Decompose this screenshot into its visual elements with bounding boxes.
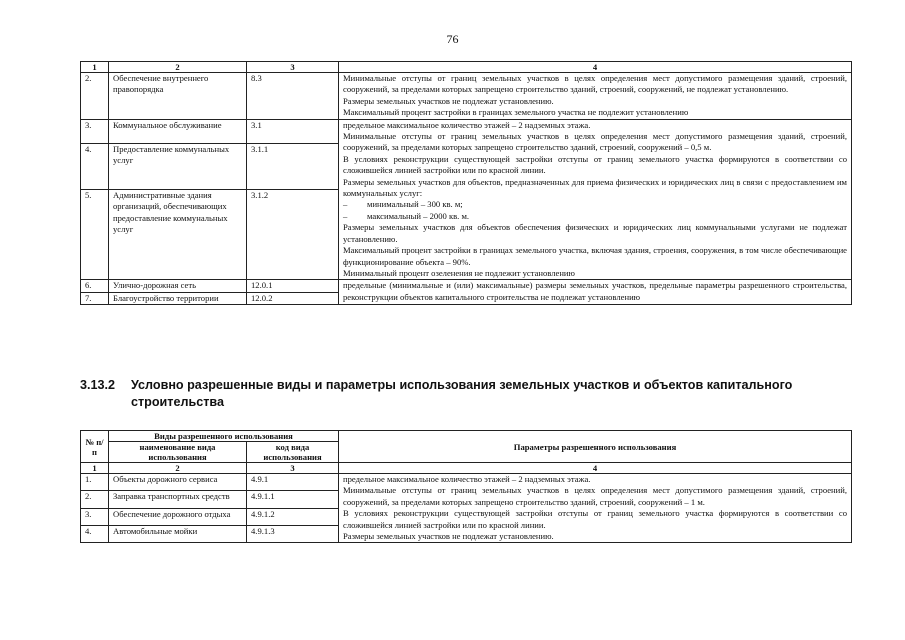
param-text: Размеры земельных участков не подлежат установлению.	[343, 531, 554, 542]
row-number: 5.	[81, 189, 109, 279]
page-number: 76	[446, 32, 459, 46]
use-type-name: Предоставление коммунальных услуг	[109, 143, 247, 189]
header-name: наименование вида использования	[109, 442, 247, 463]
use-type-name: Обеспечение внутреннего правопорядка	[109, 73, 247, 120]
section-number: 3.13.2	[80, 378, 116, 392]
table-row	[81, 280, 852, 292]
param-text: В условиях реконструкции существующей застройки отступы от границ земельного участка формируются в соответствии со сложившейся линией застройки или по красной линии.	[343, 508, 848, 530]
table-row	[81, 73, 852, 120]
list-item	[343, 211, 847, 222]
use-type-name: Обеспечение дорожного отдыха	[109, 508, 247, 525]
col-number-4: 4	[339, 463, 852, 474]
param-text: Размеры земельных участков для объектов обеспечения физических и юридических лиц коммунальными услугами не подлежат установлению.	[343, 222, 847, 244]
use-type-name: Объекты дорожного сервиса	[109, 474, 247, 491]
param-text: Минимальные отступы от границ земельных участков в целях определения мест допустимого размещения зданий, строений, сооружений, за пределами которых запрещено строительство зданий, строений, сооружений, не подлежат установлению.	[343, 73, 847, 95]
use-type-code: 3.1.1	[247, 143, 339, 189]
col-number-1: 1	[81, 62, 109, 73]
table-row	[81, 119, 852, 143]
col-number-2: 2	[109, 463, 247, 474]
dash-marker: –	[343, 199, 348, 210]
param-text: максимальный – 2000 кв. м.	[367, 210, 470, 221]
use-type-code: 12.0.2	[247, 292, 339, 304]
use-parameters	[339, 474, 852, 543]
list-item	[343, 199, 847, 210]
zoning-table-conditional	[80, 430, 852, 543]
param-text: Минимальные отступы от границ земельных участков в целях определения мест допустимого размещения зданий, строений, сооружений, за пределами которых запрещено строительство зданий, строений, сооружений – 0,5 м.	[343, 131, 847, 153]
param-text: Минимальный процент озеленения не подлежит установлению	[343, 267, 575, 278]
use-type-name: Заправка транспортных средств	[109, 491, 247, 508]
param-text: Максимальный процент застройки в границах земельного участка, включая здания, строения, сооружения, в том числе обеспечивающие функционирование объекта – 90%.	[343, 245, 847, 267]
param-text: В условиях реконструкции существующей застройки отступы от границ земельного участка формируются в соответствии со сложившейся линией застройки или по красной линии.	[343, 153, 847, 176]
use-type-name: Автомобильные мойки	[109, 526, 247, 543]
use-parameters	[339, 73, 852, 120]
use-type-code: 8.3	[247, 73, 339, 120]
header-code: код вида использования	[247, 442, 339, 463]
use-parameters	[339, 119, 852, 280]
column-number-row	[81, 463, 852, 474]
header-number: № п/п	[81, 431, 109, 463]
row-number: 6.	[81, 280, 109, 292]
use-type-code: 4.9.1.3	[247, 526, 339, 543]
use-type-code: 12.0.1	[247, 280, 339, 292]
use-type-code: 4.9.1.2	[247, 508, 339, 525]
row-number: 3.	[81, 508, 109, 525]
row-number: 7.	[81, 292, 109, 304]
row-number: 2.	[81, 73, 109, 120]
col-number-3: 3	[247, 463, 339, 474]
param-text: Размеры земельных участков не подлежат установлению.	[343, 95, 554, 106]
header-row	[81, 431, 852, 442]
table-row	[81, 474, 852, 491]
param-text: Минимальные отступы от границ земельных участков в целях определения мест допустимого размещения зданий, строений, сооружений, за пределами которых запрещено строительство зданий, строений, сооружений – 1 м.	[343, 485, 848, 507]
col-number-4: 4	[339, 62, 852, 73]
use-type-name: Благоустройство территории	[109, 292, 247, 304]
param-text: Размеры земельных участков для объектов, предназначенных для приема физических и юридических лиц в связи с предоставлением им коммунальных услуг:	[343, 176, 847, 199]
param-text: предельное максимальное количество этажей – 2 надземных этажа.	[343, 474, 591, 484]
use-type-code: 3.1.2	[247, 189, 339, 279]
col-number-2: 2	[109, 62, 247, 73]
dash-marker: –	[343, 210, 348, 221]
row-number: 4.	[81, 526, 109, 543]
header-parameters: Параметры разрешенного использования	[339, 431, 852, 463]
use-type-name: Коммунальное обслуживание	[109, 119, 247, 143]
section-title: Условно разрешенные виды и параметры использования земельных участков и объектов капитального строительства	[131, 378, 793, 409]
header-kinds: Виды разрешенного использования	[109, 431, 339, 442]
col-number-1: 1	[81, 463, 109, 474]
use-type-code: 3.1	[247, 119, 339, 143]
use-type-code: 4.9.1.1	[247, 491, 339, 508]
param-text: предельное максимальное количество этажей – 2 надземных этажа.	[343, 119, 591, 130]
column-number-row	[81, 62, 852, 73]
use-type-name: Административные здания организаций, обеспечивающих предоставление коммунальных услуг	[109, 189, 247, 279]
row-number: 3.	[81, 119, 109, 143]
param-text: минимальный – 300 кв. м;	[367, 199, 463, 210]
use-type-name: Улично-дорожная сеть	[109, 280, 247, 292]
col-number-3: 3	[247, 62, 339, 73]
param-text: Максимальный процент застройки в границах земельного участка не подлежит установлению	[343, 107, 689, 118]
use-parameters: предельные (минимальные и (или) максимальные) размеры земельных участков, предельные параметры разрешенного строительства, реконструкции объектов капитального строительства не подлежат установлению	[339, 280, 852, 305]
row-number: 4.	[81, 143, 109, 189]
use-type-code: 4.9.1	[247, 474, 339, 491]
row-number: 2.	[81, 491, 109, 508]
row-number: 1.	[81, 474, 109, 491]
zoning-table-main	[80, 61, 852, 305]
